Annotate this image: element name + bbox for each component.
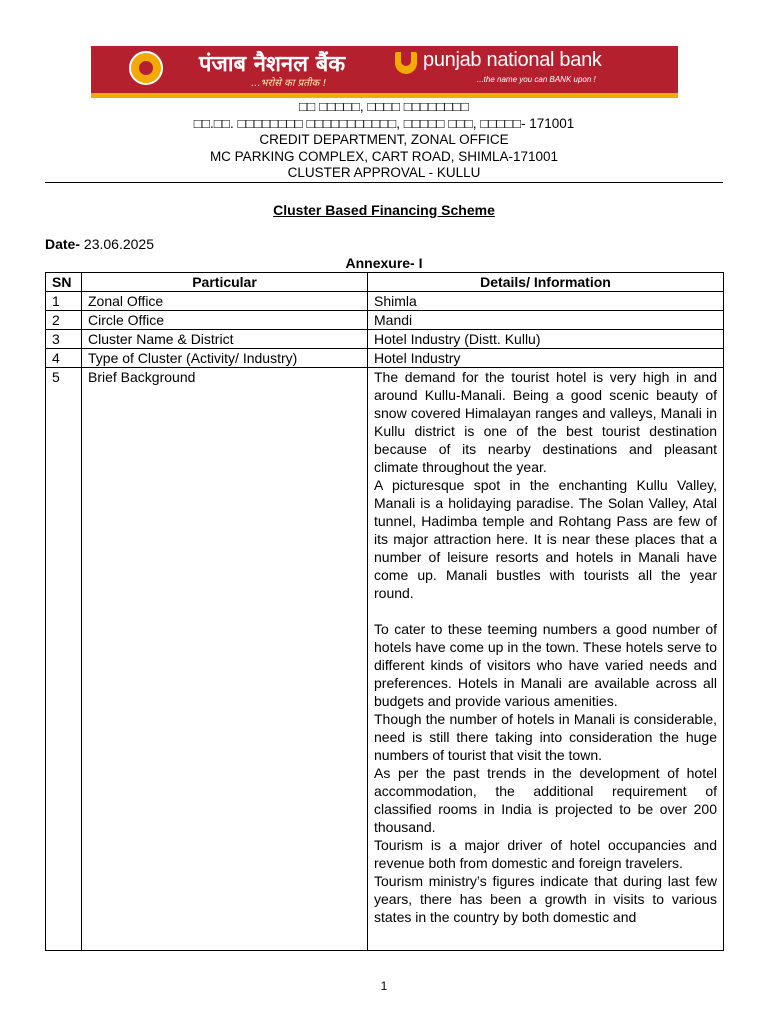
bank-name-hindi: पंजाब नैशनल बैंक [199, 52, 346, 77]
date-value: 23.06.2025 [83, 236, 154, 252]
pnb-logo-icon [395, 52, 417, 74]
address-line: CREDIT DEPARTMENT, ZONAL OFFICE [259, 132, 509, 148]
background-paragraph: Tourism ministry’s figures indicate that during last few years, there has been a growth in visits to various states in the country by both domestic and [374, 873, 717, 925]
header-divider [45, 182, 723, 183]
bank-name-english: punjab national bank [423, 49, 602, 71]
background-paragraph: The demand for the tourist hotel is very high in and around Kullu-Manali. Being a good scenic beauty of snow covered Himalayan ranges and valleys, Manali in Kullu district is one of the best tourist destination because of its nearby destinations and pleasant climate throughout the year. [374, 369, 717, 475]
address-line: □□ □□□□□, □□□□ □□□□□□□□ [299, 99, 469, 114]
cell-sn: 1 [46, 292, 82, 311]
cell-particular: Zonal Office [82, 292, 368, 311]
cell-details: Shimla [368, 292, 724, 311]
cell-details: Hotel Industry (Distt. Kullu) [368, 330, 724, 349]
document-title: Cluster Based Financing Scheme [273, 202, 495, 218]
cell-particular: Brief Background [82, 368, 368, 951]
bank-tagline-hindi: ...भरोसे का प्रतीक ! [251, 78, 327, 89]
office-address-block [0, 99, 768, 182]
column-header-sn: SN [46, 273, 82, 292]
bank-logo-banner [91, 46, 678, 98]
cell-sn: 4 [46, 349, 82, 368]
cluster-details-table [45, 272, 724, 951]
page-number: 1 [380, 979, 388, 993]
background-paragraph: Though the number of hotels in Manali is considerable, need is still there taking into consideration the huge numbers of tourist that visit the town. [374, 711, 717, 763]
annexure-heading: Annexure- I [345, 255, 423, 271]
cell-particular: Type of Cluster (Activity/ Industry) [82, 349, 368, 368]
table-row [46, 330, 724, 349]
cell-sn: 2 [46, 311, 82, 330]
background-paragraph: As per the past trends in the development of hotel accommodation, the additional requirement of classified rooms in India is projected to be over 200 thousand. [374, 765, 717, 835]
background-paragraph: A picturesque spot in the enchanting Kullu Valley, Manali is a holidaying paradise. The Solan Valley, Atal tunnel, Hadimba temple and Rohtang Pass are few of its major attraction here. It is near these places that a number of leisure resorts and hotels in Manali have come up. Manali bustles with tourists all the year round. [374, 477, 717, 601]
column-header-particular: Particular [82, 273, 368, 292]
address-line: CLUSTER APPROVAL - KULLU [287, 165, 481, 181]
cell-particular: Circle Office [82, 311, 368, 330]
background-paragraph: To cater to these teeming numbers a good number of hotels have come up in the town. These hotels serve to different kinds of visitors who have varied needs and preferences. Hotels in Manali are available across all budgets and provide various amenities. [374, 621, 717, 709]
cell-details-background [368, 368, 724, 951]
address-line: □□.□□. □□□□□□□□ □□□□□□□□□□□, □□□□□ □□□, □□□□□- 171001 [193, 115, 575, 131]
table-row [46, 292, 724, 311]
table-row [46, 349, 724, 368]
cell-particular: Cluster Name & District [82, 330, 368, 349]
cell-details: Mandi [368, 311, 724, 330]
date-line [45, 236, 154, 252]
cell-details: Hotel Industry [368, 349, 724, 368]
cell-sn: 3 [46, 330, 82, 349]
table-row [46, 311, 724, 330]
date-label: Date- [45, 236, 81, 252]
address-line: MC PARKING COMPLEX, CART ROAD, SHIMLA-171001 [209, 148, 559, 164]
paragraph-spacer [374, 602, 717, 620]
cell-sn: 5 [46, 368, 82, 951]
column-header-details: Details/ Information [368, 273, 724, 292]
table-row [46, 368, 724, 951]
table-header-row [46, 273, 724, 292]
background-paragraph: Tourism is a major driver of hotel occupancies and revenue both from domestic and foreign travelers. [374, 837, 717, 871]
parivartan-seal-icon [129, 51, 163, 85]
bank-tagline-english: ...the name you can BANK upon ! [477, 75, 596, 84]
